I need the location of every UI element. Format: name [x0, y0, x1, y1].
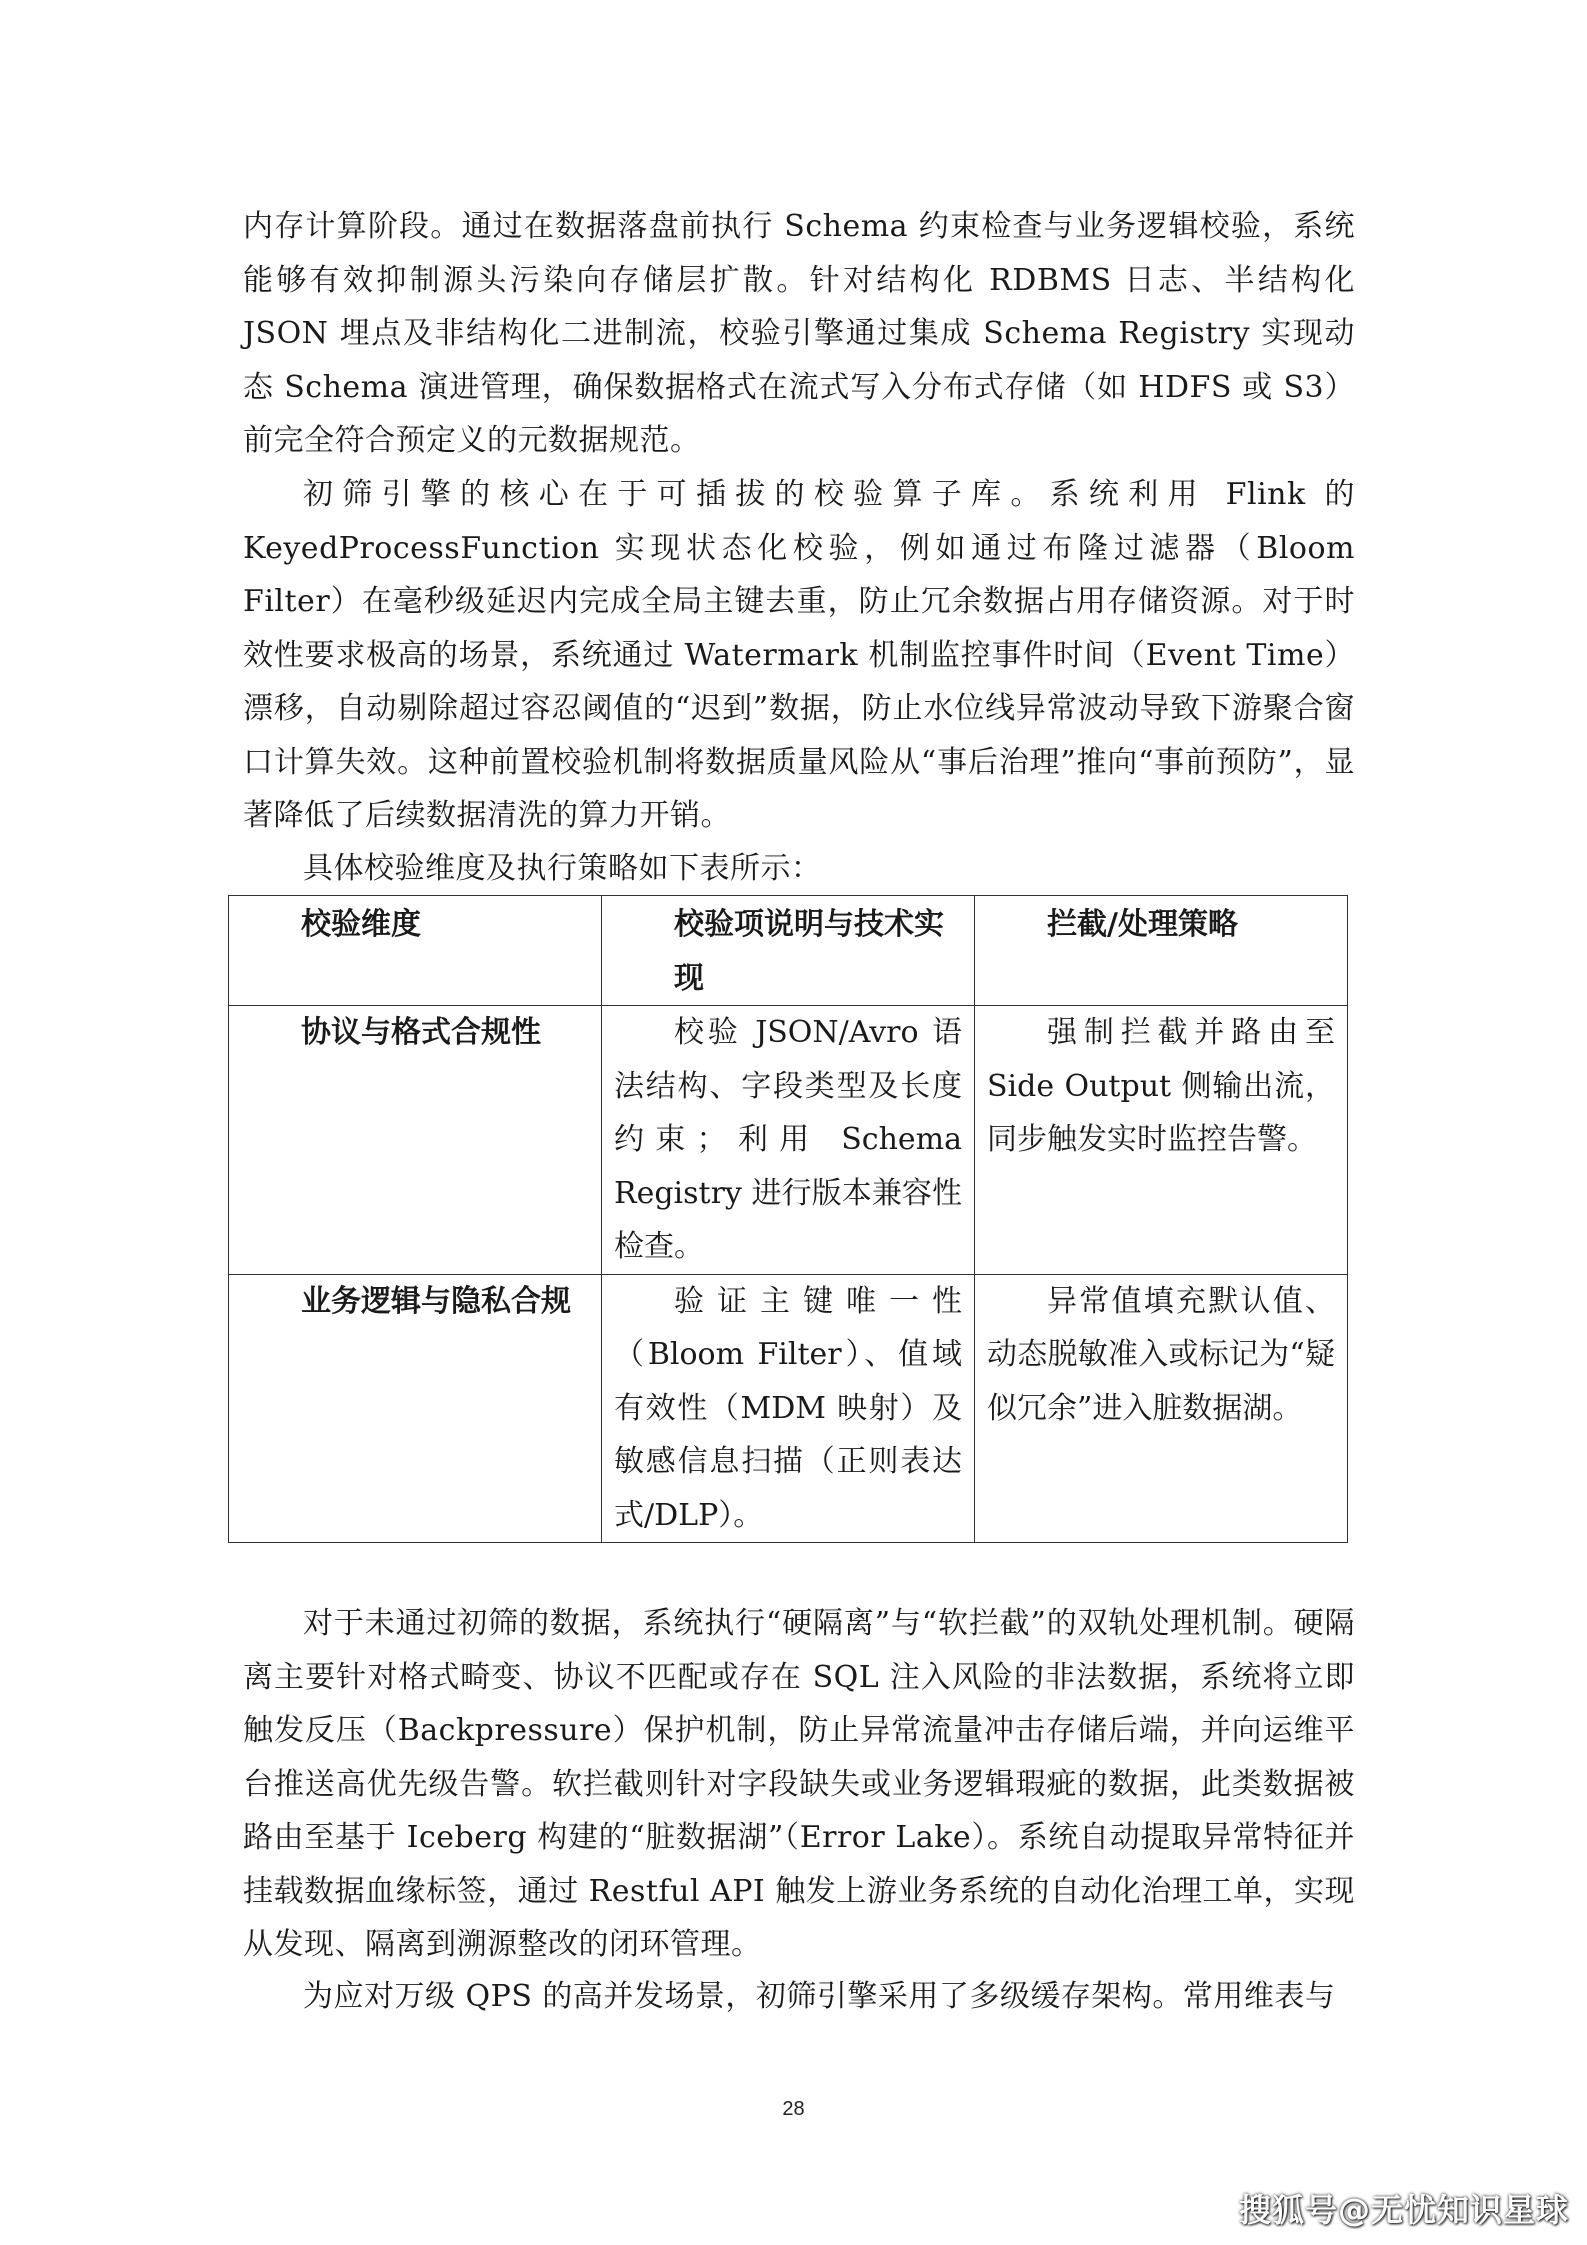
header-strategy: 拦截/处理策略	[975, 896, 1348, 1006]
paragraph-2: 初筛引擎的核心在于可插拔的校验算子库。系统利用 Flink 的 KeyedProcessFunction 实现状态化校验，例如通过布隆过滤器（Bloom Filter）在毫秒级延迟内完成全局主键去重，防止冗余数据占用存储资源。对于时效性要求极高的场景，系统通过 Watermark 机制监控事件时间（Event Time）漂移，自动剔除超过容忍阈值的“迟到”数据，防止水位线异常波动导致下游聚合窗口计算失效。这种前置校验机制将数据质量风险从“事后治理”推向“事前预防”，显著降低了后续数据清洗的算力开销。	[243, 477, 1355, 833]
paragraph-4: 对于未通过初筛的数据，系统执行“硬隔离”与“软拦截”的双轨处理机制。硬隔离主要针对格式畸变、协议不匹配或存在 SQL 注入风险的非法数据，系统将立即触发反压（Backpressure）保护机制，防止异常流量冲击存储后端，并向运维平台推送高优先级告警。软拦截则针对字段缺失或业务逻辑瑕疵的数据，此类数据被路由至基于 Iceberg 构建的“脏数据湖”（Error Lake）。系统自动提取异常特征并挂载数据血缘标签，通过 Restful API 触发上游业务系统的自动化治理工单，实现从发现、隔离到溯源整改的闭环管理。	[243, 1606, 1355, 1962]
table-row	[229, 1006, 1348, 1275]
watermark: 搜狐号@无忧知识星球	[1238, 2191, 1569, 2229]
header-description: 校验项说明与技术实现	[602, 896, 975, 1006]
paragraph-5: 为应对万级 QPS 的高并发场景，初筛引擎采用了多级缓存架构。常用维表与	[303, 1979, 1336, 2014]
row-dimension: 业务逻辑与隐私合规	[229, 1274, 602, 1543]
table-intro: 具体校验维度及执行策略如下表所示：	[303, 851, 822, 886]
row-dimension: 协议与格式合规性	[229, 1006, 602, 1275]
paragraph-1: 内存计算阶段。通过在数据落盘前执行 Schema 约束检查与业务逻辑校验，系统能够有效抑制源头污染向存储层扩散。针对结构化 RDBMS 日志、半结构化 JSON 埋点及非结构化二进制流，校验引擎通过集成 Schema Registry 实现动态 Schema 演进管理，确保数据格式在流式写入分布式存储（如 HDFS 或 S3）前完全符合预定义的元数据规范。	[243, 209, 1355, 458]
row-strategy: 异常值填充默认值、动态脱敏准入或标记为“疑似冗余”进入脏数据湖。	[975, 1274, 1348, 1543]
row-description: 校验 JSON/Avro 语法结构、字段类型及长度约束；利用 Schema Registry 进行版本兼容性检查。	[602, 1006, 975, 1275]
validation-table	[228, 895, 1348, 1543]
table-row	[229, 1274, 1348, 1543]
row-strategy: 强制拦截并路由至 Side Output 侧输出流，同步触发实时监控告警。	[975, 1006, 1348, 1275]
table-header-row	[229, 896, 1348, 1006]
header-dimension: 校验维度	[229, 896, 602, 1006]
page-number: 28	[782, 2098, 805, 2120]
row-description: 验证主键唯一性（Bloom Filter）、值域有效性（MDM 映射）及敏感信息扫描（正则表达式/DLP）。	[602, 1274, 975, 1543]
